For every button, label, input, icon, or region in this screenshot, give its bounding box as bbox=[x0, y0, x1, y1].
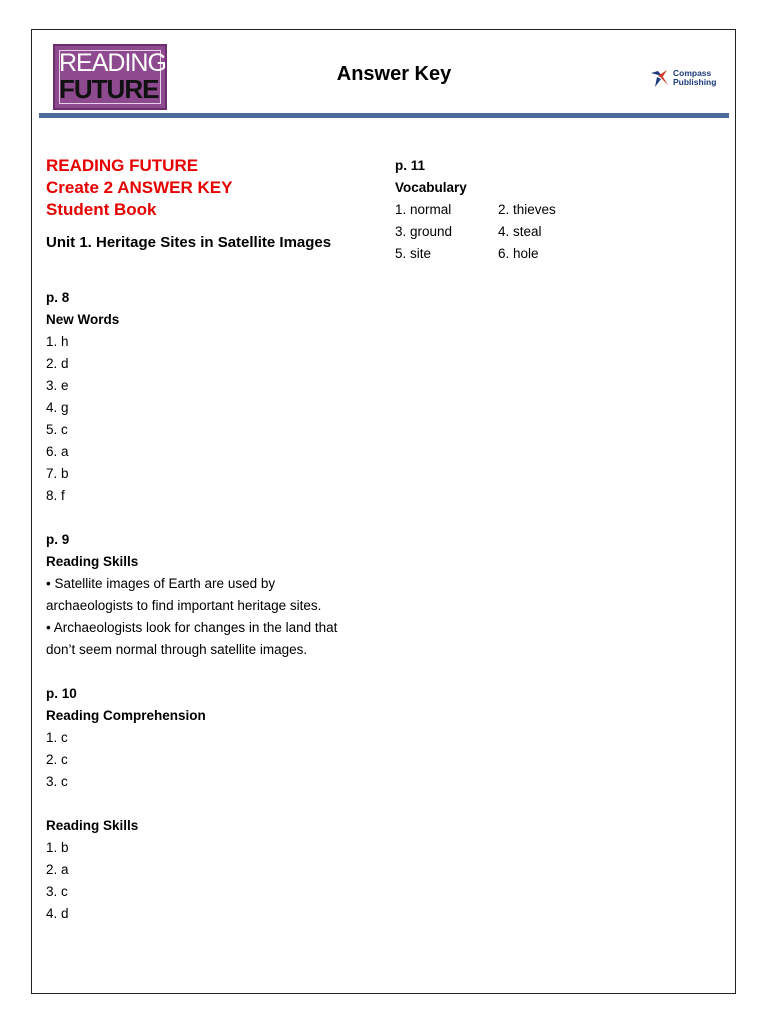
paragraph-line: • Archaeologists look for changes in the land that bbox=[46, 620, 338, 635]
publisher-line-2: Publishing bbox=[673, 77, 717, 87]
doc-title-line-2: Create 2 ANSWER KEY bbox=[46, 178, 233, 197]
list-item: 6. a bbox=[46, 444, 69, 459]
unit-title: Unit 1. Heritage Sites in Satellite Images bbox=[46, 234, 332, 251]
p8-heading: New Words bbox=[46, 312, 120, 327]
list-item: 1. c bbox=[46, 730, 68, 745]
vocab-item: 5. site bbox=[395, 246, 432, 261]
logo-text-reading: READING bbox=[59, 49, 166, 77]
list-item: 3. c bbox=[46, 884, 68, 899]
p10-heading: Reading Comprehension bbox=[46, 708, 206, 723]
list-item: 2. d bbox=[46, 356, 69, 371]
doc-title-line-3: Student Book bbox=[46, 200, 157, 219]
p9-page: p. 9 bbox=[46, 532, 70, 547]
p11-heading: Vocabulary bbox=[395, 180, 467, 195]
list-item: 1. b bbox=[46, 840, 69, 855]
header-rule bbox=[39, 113, 729, 118]
p10-page: p. 10 bbox=[46, 686, 77, 701]
list-item: 7. b bbox=[46, 466, 69, 481]
list-item: 4. d bbox=[46, 906, 69, 921]
p10-heading-2: Reading Skills bbox=[46, 818, 139, 833]
list-item: 1. h bbox=[46, 334, 69, 349]
publisher-line-1: Compass bbox=[673, 68, 712, 78]
paragraph-line: don’t seem normal through satellite images. bbox=[46, 642, 308, 657]
list-item: 3. c bbox=[46, 774, 68, 789]
vocab-item: 3. ground bbox=[395, 224, 453, 239]
vocab-item: 2. thieves bbox=[498, 202, 556, 217]
page-title: Answer Key bbox=[336, 63, 452, 85]
paragraph-line: • Satellite images of Earth are used by bbox=[46, 576, 276, 591]
vocab-row bbox=[395, 199, 715, 221]
right-column bbox=[395, 155, 715, 265]
list-item: 3. e bbox=[46, 378, 69, 393]
p8-page: p. 8 bbox=[46, 290, 70, 305]
doc-title-line-1: READING FUTURE bbox=[46, 156, 199, 175]
compass-publishing-logo bbox=[649, 67, 729, 91]
paragraph-line: archaeologists to find important heritage sites. bbox=[46, 598, 322, 613]
list-item: 2. c bbox=[46, 752, 68, 767]
compass-star-icon bbox=[649, 67, 671, 89]
left-column bbox=[46, 155, 376, 925]
list-item: 8. f bbox=[46, 488, 65, 503]
vocab-item: 4. steal bbox=[498, 224, 542, 239]
vocab-item: 6. hole bbox=[498, 246, 539, 261]
vocab-row bbox=[395, 243, 715, 265]
vocab-item: 1. normal bbox=[395, 202, 452, 217]
p9-heading: Reading Skills bbox=[46, 554, 139, 569]
logo-text-future: FUTURE bbox=[59, 74, 159, 104]
publisher-name bbox=[673, 69, 733, 87]
list-item: 5. c bbox=[46, 422, 68, 437]
list-item: 2. a bbox=[46, 862, 69, 877]
p11-page: p. 11 bbox=[395, 158, 426, 173]
vocab-row bbox=[395, 221, 715, 243]
list-item: 4. g bbox=[46, 400, 69, 415]
